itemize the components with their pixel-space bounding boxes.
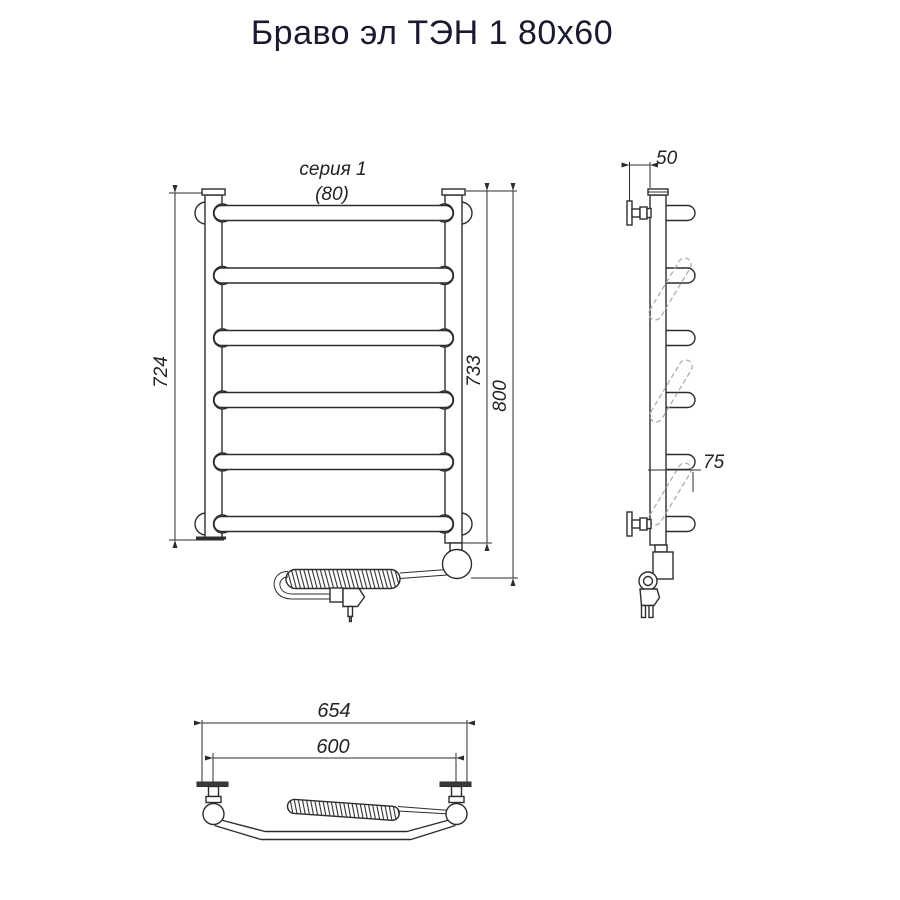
heating-element-front	[443, 543, 472, 579]
bottom-view	[197, 700, 471, 840]
power-cord-front	[274, 570, 447, 622]
side-dimensions	[630, 148, 725, 492]
dim-height-left: 724	[151, 356, 172, 388]
page-title: Браво эл ТЭН 1 80х60	[250, 14, 614, 52]
coiled-cable-bottom	[287, 799, 400, 821]
front-posts	[196, 189, 465, 543]
dim-wall-offset: 50	[656, 148, 678, 169]
bottom-cord	[287, 799, 450, 821]
bottom-rung-tube	[215, 820, 456, 840]
bottom-dimensions	[202, 700, 467, 786]
bottom-wall-plates	[197, 782, 471, 803]
dim-width-axes: 600	[316, 736, 350, 758]
side-wall-brackets	[627, 201, 651, 536]
width-label: (80)	[315, 184, 349, 205]
side-view	[627, 148, 725, 618]
side-heater-and-plug	[639, 545, 673, 618]
side-post	[648, 189, 668, 545]
series-label: серия 1	[299, 159, 367, 180]
front-bracket-arcs	[195, 202, 472, 535]
dim-swivel-offset: 75	[703, 452, 725, 473]
dim-height-overall: 800	[490, 380, 511, 412]
dim-height-rail: 733	[464, 355, 485, 387]
dim-width-overall: 654	[317, 700, 351, 722]
front-view	[151, 159, 518, 622]
front-rungs	[214, 204, 454, 533]
plug-front	[330, 588, 365, 622]
coiled-cable-front	[286, 570, 400, 589]
